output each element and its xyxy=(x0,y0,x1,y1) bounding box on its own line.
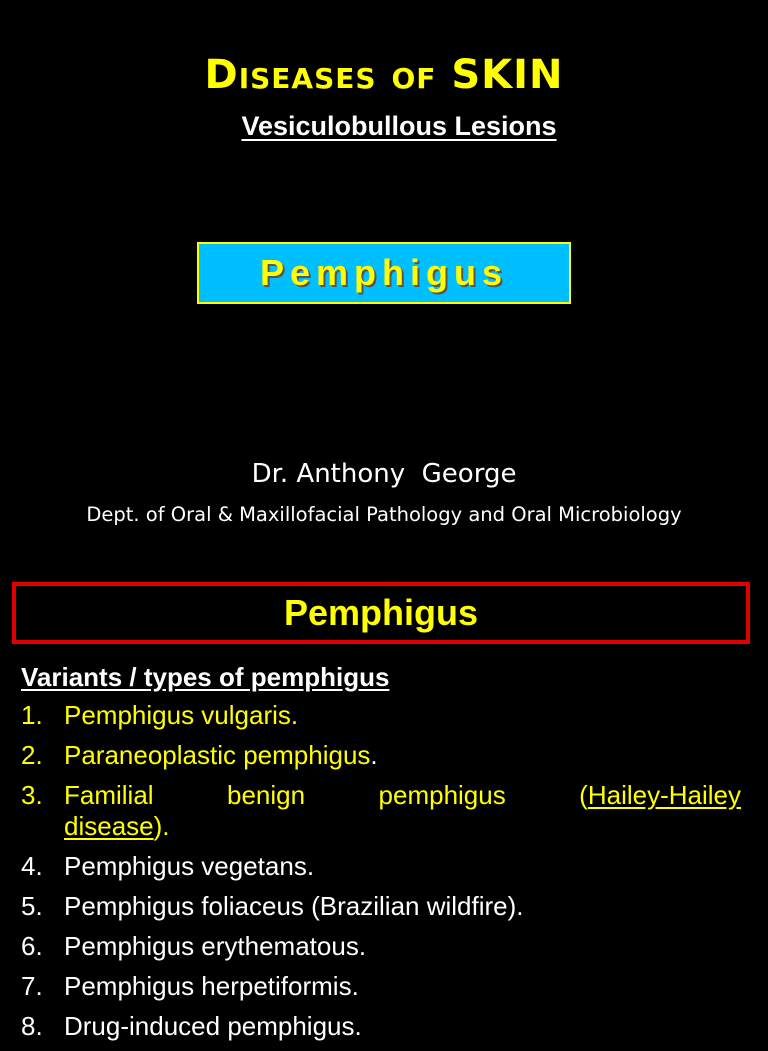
list-text: Familial xyxy=(64,780,154,810)
section-header: Pemphigus xyxy=(283,592,479,633)
disease-link[interactable]: disease xyxy=(64,811,154,841)
slide-subtitle xyxy=(0,111,768,142)
list-item xyxy=(21,971,741,1002)
list-item xyxy=(21,780,741,842)
list-text: Drug-induced pemphigus. xyxy=(64,1011,362,1041)
list-text: Pemphigus vegetans. xyxy=(64,851,315,881)
list-text: ). xyxy=(153,811,170,841)
list-number: 3. xyxy=(21,780,43,810)
list-text-suffix: . xyxy=(370,740,378,770)
list-text: pemphigus xyxy=(378,780,506,810)
section-header-box xyxy=(12,582,750,644)
list-item xyxy=(21,700,741,731)
list-item xyxy=(21,1011,741,1042)
list-number: 6. xyxy=(21,931,43,961)
list-number: 5. xyxy=(21,891,43,921)
list-text: ( xyxy=(579,780,588,810)
list-number: 1. xyxy=(21,700,43,730)
list-text: Pemphigus vulgaris. xyxy=(64,700,299,730)
variants-list xyxy=(21,700,741,1051)
topic-box xyxy=(197,242,571,304)
list-item xyxy=(21,931,741,962)
list-number: 8. xyxy=(21,1011,43,1041)
list-item xyxy=(21,891,741,922)
list-number: 4. xyxy=(21,851,43,881)
list-item xyxy=(21,851,741,882)
topic-label: Pemphigus xyxy=(259,252,509,293)
list-item xyxy=(21,740,741,771)
list-text: Pemphigus erythematous. xyxy=(64,931,367,961)
list-text: Pemphigus foliaceus (Brazilian wildfire). xyxy=(64,891,524,921)
author-name: Dr. Anthony George xyxy=(251,459,517,489)
list-text: Pemphigus herpetiformis. xyxy=(64,971,359,1001)
list-number: 2. xyxy=(21,740,43,770)
hailey-hailey-link[interactable]: Hailey-Hailey xyxy=(587,780,741,810)
variants-heading: Variants / types of pemphigus xyxy=(21,662,390,692)
department-name: Dept. of Oral & Maxillofacial Pathology and Oral Microbiology xyxy=(86,503,682,526)
list-text: Paraneoplastic pemphigus xyxy=(64,740,371,770)
list-number: 7. xyxy=(21,971,43,1001)
slide-subtitle-text: Vesiculobullous Lesions xyxy=(241,111,557,141)
list-text: benign xyxy=(227,780,306,810)
slide-title: Diseases of SKIN xyxy=(204,52,564,98)
